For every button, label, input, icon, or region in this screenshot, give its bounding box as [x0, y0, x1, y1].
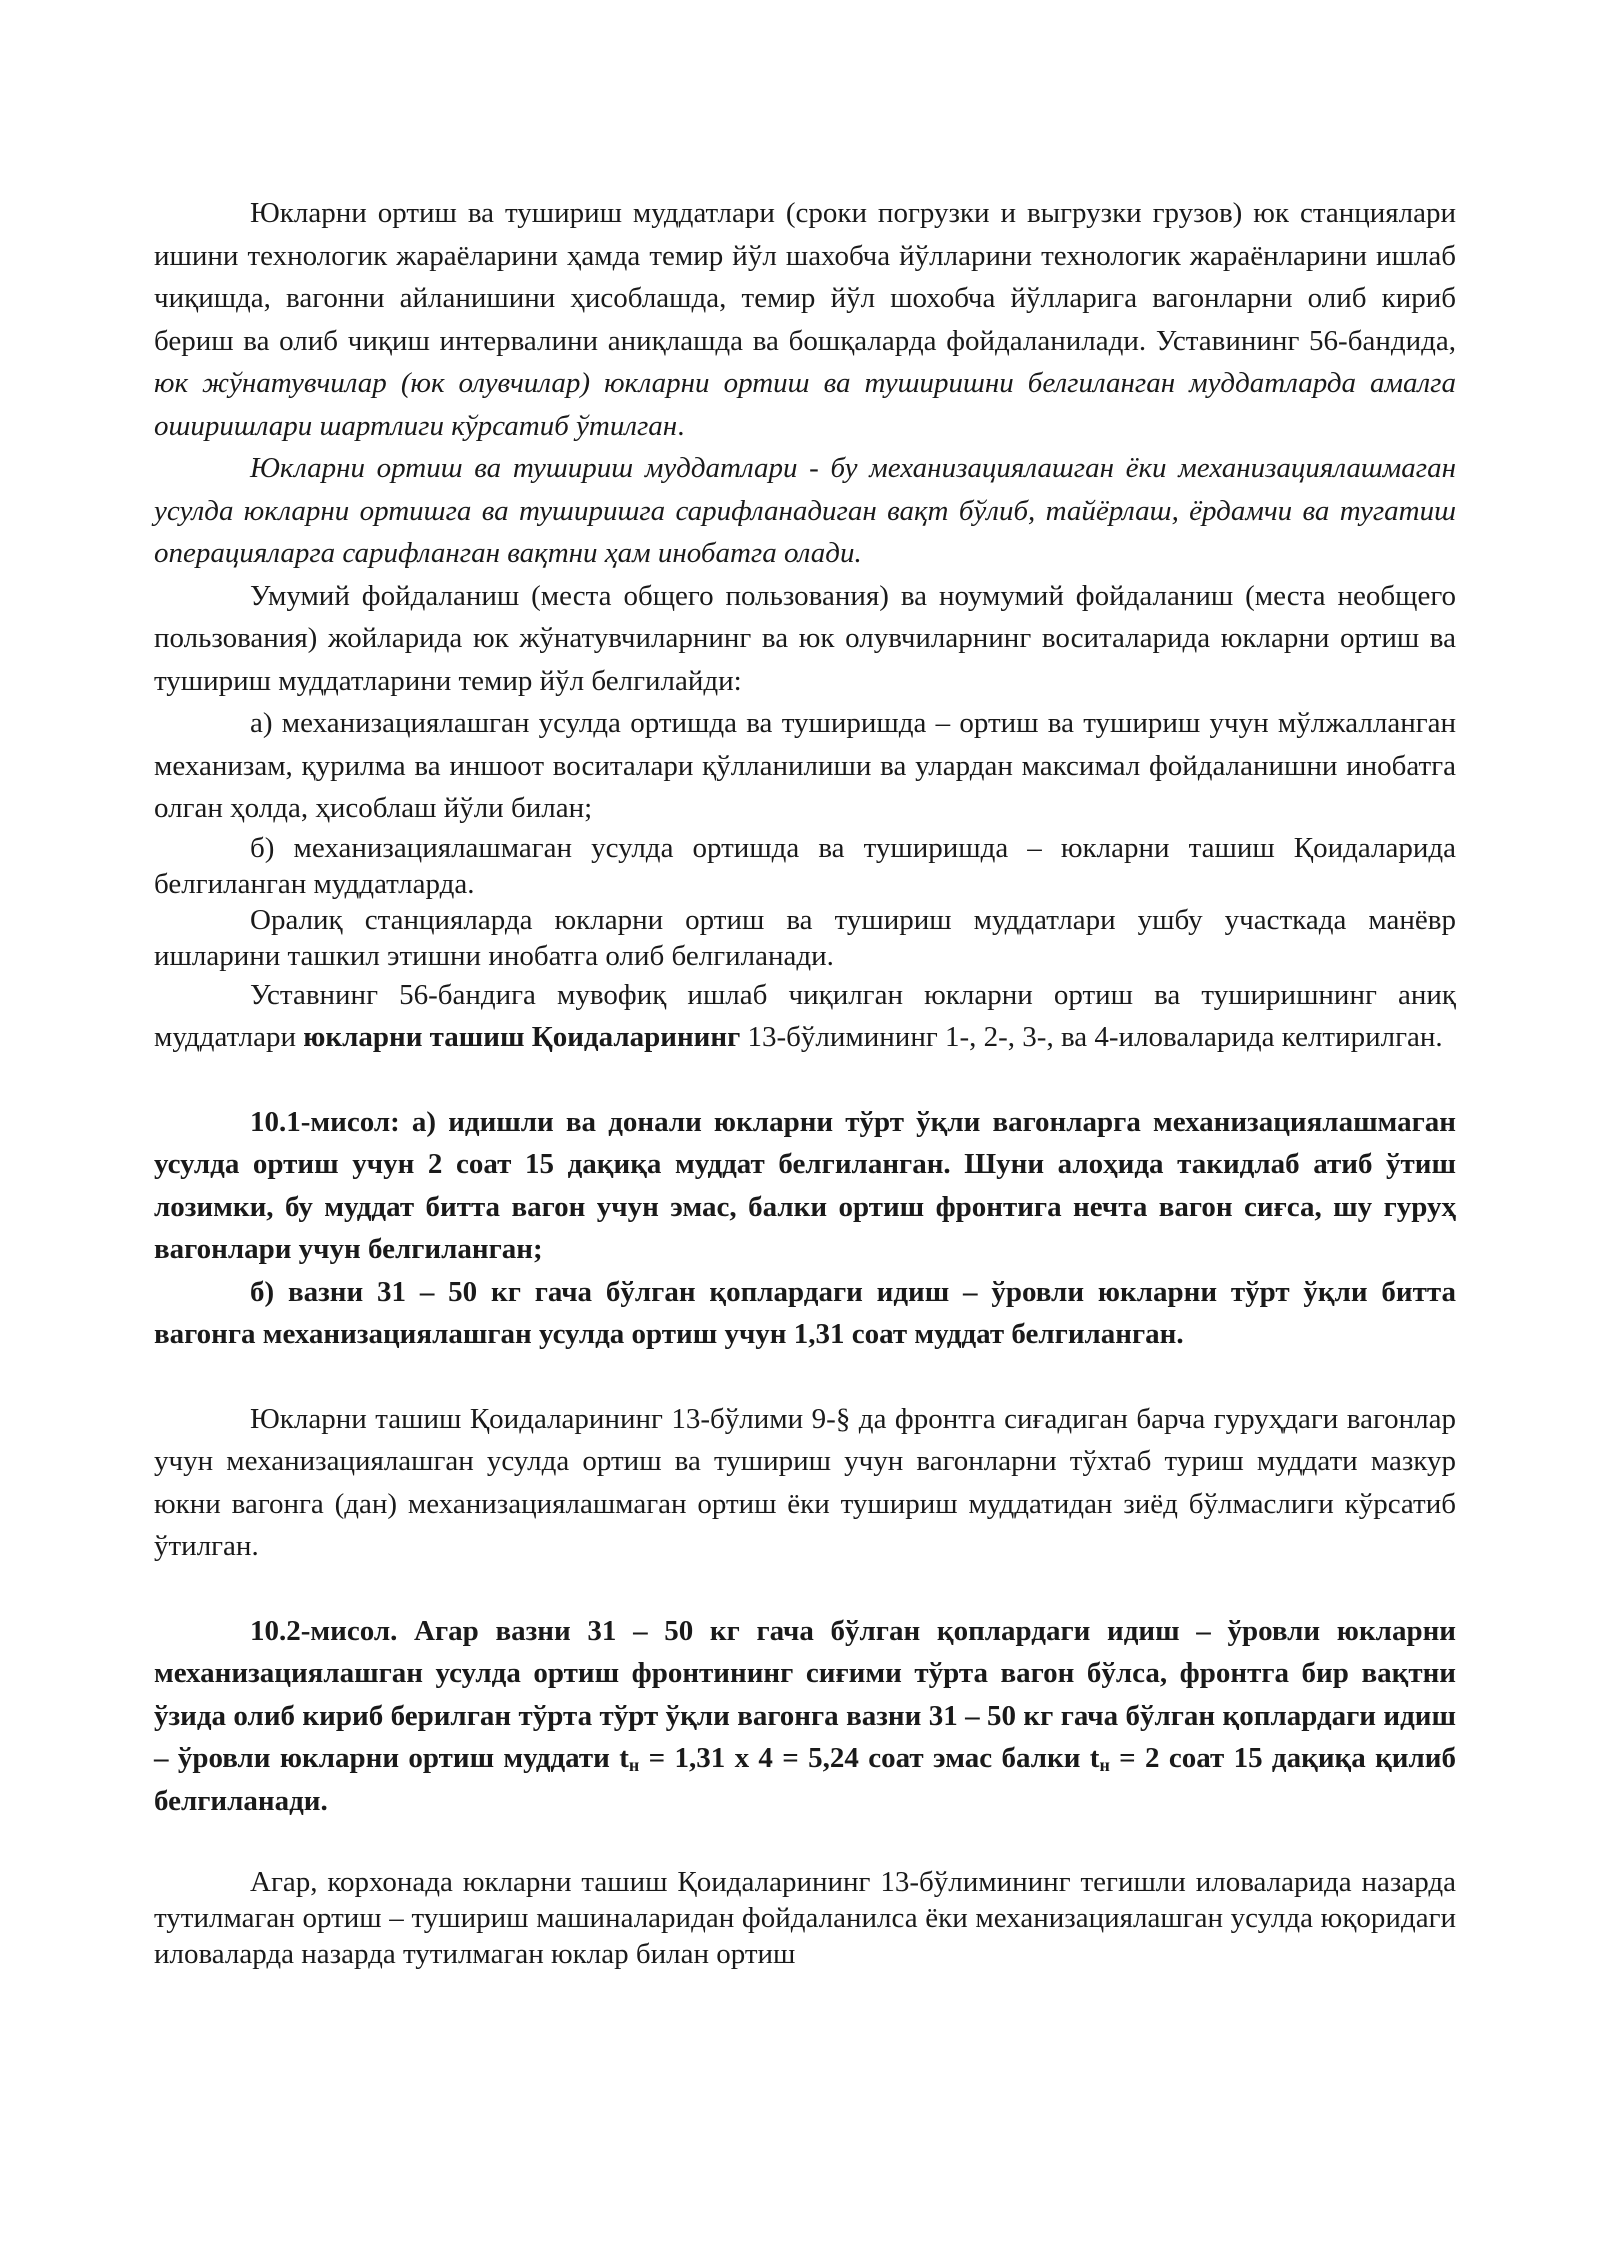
example-10-2: 10.2-мисол. Агар вазни 31 – 50 кг гача бўлган қоплардаги идиш – ўровли юкларни механизациялашган усулда ортиш фронтининг сиғими тўрта вагон бўлса, фронтга бир вақтни ўзида олиб кириб берилган тўрта тўрт ўқли вагонга вазни 31 – 50 кг гача бўлган қоплардаги идиш – ўровли юкларни ортиш муддати $t_н = 1,31$ х 4 = 5,24 соат эмас балки $t_н = 2$ соат 15 дақиқа қилиб белгиланади. [154, 1614, 1456, 1817]
paragraph-enterprise: Агар, корхонада юкларни ташиш Қоидаларининг 13-бўлимининг тегишли иловаларида назарда тутилмаган ортиш – тушириш машиналаридан фойдаланилса ёки механизациялашган усулда юқоридаги иловаларда назарда тутилмаган юклар билан ортиш [154, 1866, 1456, 1970]
italic-emphasis: юк жўнатувчилар (юк олувчилар) юкларни ортиш ва туширишни белгиланган муддатларда амалга оширишлари шартлиги кўрсатиб ўтилган [154, 367, 1456, 442]
paragraph-intermediate-stations: Оралиқ станцияларда юкларни ортиш ва тушириш муддатлари ушбу участкада манёвр ишларини ташкил этишни инобатга олиб белгиланади. [154, 903, 1456, 972]
bold-emphasis: юкларни ташиш Қоидаларининг [303, 1021, 741, 1053]
paragraph-general-use: Умумий фойдаланиш (места общего пользования) ва ноумумий фойдаланиш (места необщего пользования) жойларида юк жўнатувчиларнинг ва юк олувчиларнинг воситаларида юкларни ортиш ва тушириш муддатларини темир йўл белгилайди: [154, 579, 1456, 697]
spacer [154, 1356, 1456, 1398]
spacer [154, 1059, 1456, 1101]
list-item-a: а) механизациялашган усулда ортишда ва туширишда – ортиш ва тушириш учун мўлжалланган механизам, қурилма ва иншоот воситалари қўлланилиши ва улардан максимал фойдаланишни инобатга олган ҳолда, ҳисоблаш йўли билан; [154, 707, 1456, 824]
paragraph-charter-56: Уставнинг 56-бандига мувофиқ ишлаб чиқилган юкларни ортиш ва туширишнинг аниқ муддатлари юкларни ташиш Қоидаларининг 13-бўлимининг 1-, 2-, 3-, ва 4-иловаларида келтирилган. [154, 978, 1456, 1053]
paragraph-rules-section-13: Юкларни ташиш Қоидаларининг 13-бўлими 9-§ да фронтга сиғадиган барча гуруҳдаги вагонлар учун механизациялашган усулда ортиш ва тушириш учун вагонларни тўхтаб туриш муддати мазкур юкни вагонга (дан) механизациялашмаган ортиш ёки тушириш муддатидан зиёд бўлмаслиги кўрсатиб ўтилган. [154, 1402, 1456, 1562]
document-page [154, 192, 1456, 1972]
paragraph-loading-terms: Юкларни ортиш ва тушириш муддатлари (сроки погрузки и выгрузки грузов) юк станциялари ишини технологик жараёларини ҳамда темир йўл шахобча йўлларини технологик жараёнларини ишлаб чиқишда, вагонни айланишини ҳисоблашда, темир йўл шохобча йўлларига вагонларни олиб кириб бериш ва олиб чиқиш интервалини аниқлашда ва бошқаларда фойдаланилади. Уставининг 56-бандида, юк жўнатувчилар (юк олувчилар) юкларни ортиш ва туширишни белгиланган муддатларда амалга оширишлари шартлиги кўрсатиб ўтилган. [154, 197, 1456, 442]
example-10-1-b: б) вазни 31 – 50 кг гача бўлган қоплардаги идиш – ўровли юкларни тўрт ўқли битта вагонга механизациялашган усулда ортиш учун 1,31 соат муддат белгиланган. [154, 1275, 1456, 1350]
spacer [154, 1822, 1456, 1864]
spacer [154, 1568, 1456, 1610]
example-10-1-a: 10.1-мисол: а) идишли ва донали юкларни тўрт ўқли вагонларга механизациялашмаган усулда ортиш учун 2 соат 15 дақиқа муддат белгиланган. Шуни алоҳида такидлаб атиб ўтиш лозимки, бу муддат битта вагон учун эмас, балки ортиш фронтига нечта вагон сиғса, шу гуруҳ вагонлари учун белгиланган; [154, 1105, 1456, 1265]
paragraph-definition: Юкларни ортиш ва тушириш муддатлари - бу механизациялашган ёки механизациялашмаган усулда юкларни ортишга ва туширишга сарифланадиган вақт бўлиб, тайёрлаш, ёрдамчи ва тугатиш операцияларга сарифланган вақтни ҳам инобатга олади. [154, 452, 1456, 569]
list-item-b: б) механизациялашмаган усулда ортишда ва туширишда – юкларни ташиш Қоидаларида белгиланган муддатларда. [154, 831, 1456, 900]
